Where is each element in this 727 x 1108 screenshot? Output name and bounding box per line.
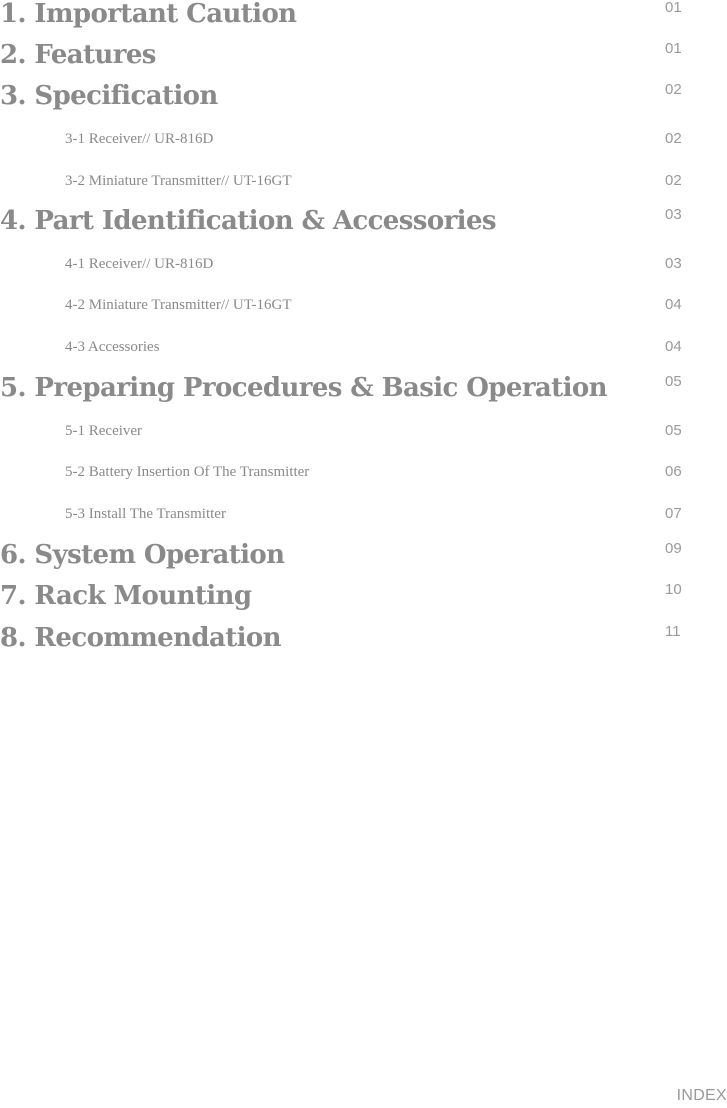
toc-subentry-spec-transmitter[interactable] bbox=[0, 167, 727, 195]
toc-entry-page: 05 bbox=[665, 373, 682, 390]
toc-subentry-page: 07 bbox=[665, 505, 682, 522]
toc-entry-page: 10 bbox=[665, 581, 682, 598]
toc-subentry-accessories[interactable] bbox=[0, 333, 727, 361]
toc-entry-page: 01 bbox=[665, 40, 682, 57]
toc-entry-label: 4. Part Identification & Accessories bbox=[0, 206, 496, 236]
toc-entry-label: 5. Preparing Procedures & Basic Operation bbox=[0, 373, 607, 403]
toc-subentry-page: 04 bbox=[665, 296, 682, 313]
toc-entry-label: 3. Specification bbox=[0, 81, 218, 111]
toc-subentry-install-transmitter[interactable] bbox=[0, 500, 727, 528]
toc-subentry-label: 4-1 Receiver// UR-816D bbox=[65, 256, 214, 272]
toc-subentry-part-transmitter[interactable] bbox=[0, 291, 727, 319]
toc-entry-system-operation[interactable] bbox=[0, 535, 727, 575]
toc-entry-preparing-procedures[interactable] bbox=[0, 368, 727, 408]
toc-entry-label: 7. Rack Mounting bbox=[0, 581, 252, 611]
toc-entry-label: 1. Important Caution bbox=[0, 0, 297, 29]
toc-entry-label: 8. Recommendation bbox=[0, 623, 281, 653]
toc-entry-recommendation[interactable] bbox=[0, 618, 727, 658]
toc-subentry-page: 04 bbox=[665, 338, 682, 355]
toc-subentry-label: 5-3 Install The Transmitter bbox=[65, 506, 226, 522]
toc-subentry-page: 05 bbox=[665, 422, 682, 439]
toc-entry-page: 01 bbox=[665, 0, 682, 16]
toc-entry-rack-mounting[interactable] bbox=[0, 576, 727, 616]
toc-entry-features[interactable] bbox=[0, 35, 727, 75]
toc-subentry-label: 3-1 Receiver// UR-816D bbox=[65, 131, 214, 147]
toc-entry-page: 02 bbox=[665, 81, 682, 98]
toc-subentry-label: 5-1 Receiver bbox=[65, 423, 143, 439]
toc-entry-specification[interactable] bbox=[0, 76, 727, 116]
toc-subentry-page: 06 bbox=[665, 463, 682, 480]
toc-entry-part-identification[interactable] bbox=[0, 201, 727, 241]
toc-subentry-page: 03 bbox=[665, 255, 682, 272]
toc-entry-important-caution[interactable] bbox=[0, 0, 727, 34]
toc-subentry-prep-receiver[interactable] bbox=[0, 417, 727, 445]
toc-subentry-part-receiver[interactable] bbox=[0, 250, 727, 278]
toc-entry-page: 11 bbox=[665, 623, 681, 640]
toc-subentry-page: 02 bbox=[665, 130, 682, 147]
toc-entry-page: 03 bbox=[665, 206, 682, 223]
toc-entry-page: 09 bbox=[665, 540, 682, 557]
toc-subentry-spec-receiver[interactable] bbox=[0, 125, 727, 153]
toc-subentry-label: 4-3 Accessories bbox=[65, 339, 160, 355]
toc-subentry-battery-insertion[interactable] bbox=[0, 458, 727, 486]
toc-subentry-label: 4-2 Miniature Transmitter// UT-16GT bbox=[65, 297, 292, 313]
toc-entry-label: 6. System Operation bbox=[0, 540, 285, 570]
toc-subentry-label: 5-2 Battery Insertion Of The Transmitter bbox=[65, 464, 310, 480]
footer-index-label: INDEX bbox=[676, 1087, 727, 1104]
toc-subentry-label: 3-2 Miniature Transmitter// UT-16GT bbox=[65, 173, 292, 189]
toc-subentry-page: 02 bbox=[665, 172, 682, 189]
toc-entry-label: 2. Features bbox=[0, 40, 156, 70]
